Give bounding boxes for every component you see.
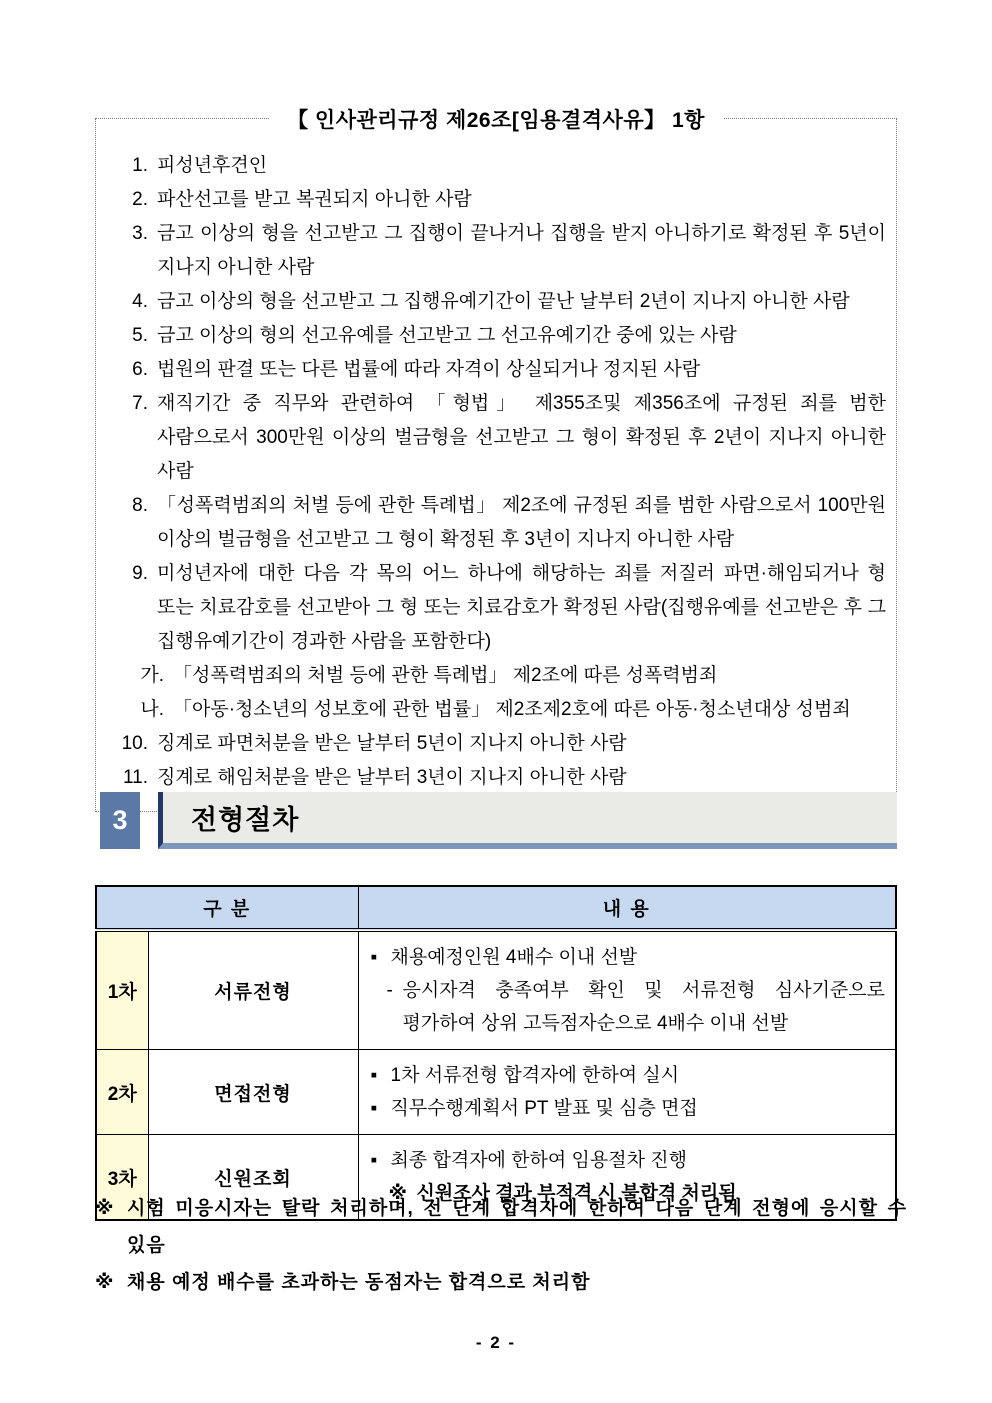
table-row	[96, 930, 896, 1050]
item-number: 4.	[132, 291, 148, 312]
list-item	[108, 319, 886, 353]
item-number: 8.	[132, 495, 148, 516]
header-category: 구 분	[96, 886, 358, 930]
reference-mark-icon: ※	[95, 1272, 114, 1293]
reference-mark-icon: ※	[95, 1198, 114, 1219]
stage-cell: 2차	[96, 1050, 148, 1135]
content-text: 직무수행계획서 PT 발표 및 심층 면접	[390, 1098, 698, 1119]
list-item	[108, 387, 886, 489]
item-text: 「아동·청소년의 성보호에 관한 법률」 제2조제2호에 따른 아동·청소년대상 성범죄	[173, 699, 851, 720]
page-number: - 2 -	[475, 1333, 517, 1352]
item-number: 2.	[132, 189, 148, 210]
content-text: 최종 합격자에 한하여 임용절차 진행	[390, 1150, 687, 1171]
list-item	[108, 489, 886, 557]
footnote-text: 채용 예정 배수를 초과하는 동점자는 합격으로 처리함	[127, 1272, 591, 1293]
item-text: 징계로 해임처분을 받은 날부터 3년이 지나지 아니한 사람	[157, 767, 627, 788]
list-item	[108, 557, 886, 659]
footnote-text: 시험 미응시자는 탈락 처리하며, 전 단계 합격자에 한하여 다음 단계 전형에 응시할 수 있음	[127, 1198, 907, 1256]
content-line	[371, 1092, 886, 1125]
item-text: 「성폭력범죄의 처벌 등에 관한 특례법」 제2조에 따른 성폭력범죄	[173, 665, 718, 686]
section-title: 전형절차	[191, 805, 300, 835]
list-item	[108, 727, 886, 761]
content-text: 신원조사 결과 부적격 시 불합격 처리됨	[416, 1183, 737, 1204]
item-text: 금고 이상의 형의 선고유예를 선고받고 그 선고유예기간 중에 있는 사람	[157, 325, 737, 346]
section-header	[100, 792, 897, 849]
regulation-notice-box	[95, 109, 897, 812]
item-number: 5.	[132, 325, 148, 346]
content-line	[371, 1144, 886, 1177]
item-number: 9.	[132, 563, 148, 584]
square-bullet-icon: ▪	[370, 1098, 378, 1119]
item-number: 1.	[132, 155, 148, 176]
square-bullet-icon: ▪	[370, 947, 378, 968]
list-subitem	[108, 659, 886, 693]
regulation-box-title: 【 인사관리규정 제26조[임용결격사유】 1항	[269, 104, 723, 134]
list-item	[108, 217, 886, 285]
stage-cell: 1차	[96, 930, 148, 1050]
item-number: 나.	[140, 699, 164, 720]
list-item	[108, 285, 886, 319]
section-title-bar	[158, 792, 897, 849]
item-text: 파산선고를 받고 복권되지 아니한 사람	[157, 189, 472, 210]
content-line	[371, 1059, 886, 1092]
item-number: 11.	[122, 767, 148, 788]
item-text: 「성폭력범죄의 처벌 등에 관한 특례법」 제2조에 규정된 죄를 범한 사람으로서 100만원 이상의 벌금형을 선고받고 그 형이 확정된 후 3년이 지나지 아니한 사람	[157, 495, 886, 550]
content-text: 채용예정인원 4배수 이내 선발	[390, 947, 638, 968]
list-item	[108, 353, 886, 387]
header-content: 내 용	[358, 886, 896, 930]
list-item	[108, 183, 886, 217]
stage-cell: 3차	[96, 1135, 148, 1221]
table-row	[96, 1050, 896, 1135]
table-header-row	[96, 886, 896, 930]
content-cell	[358, 930, 896, 1050]
item-text: 징계로 파면처분을 받은 날부터 5년이 지나지 아니한 사람	[157, 733, 627, 754]
content-text: 1차 서류전형 합격자에 한하여 실시	[390, 1065, 680, 1086]
item-text: 피성년후견인	[157, 155, 268, 176]
content-subline	[371, 974, 886, 1040]
square-bullet-icon: ▪	[370, 1065, 378, 1086]
footnote	[95, 1190, 907, 1264]
item-number: 10.	[121, 733, 148, 754]
content-text: 응시자격 충족여부 확인 및 서류전형 심사기준으로 평가하여 상위 고득점자순으로 4배수 이내 선발	[402, 980, 885, 1034]
dash-bullet-icon: -	[386, 980, 393, 1001]
item-text: 금고 이상의 형을 선고받고 그 집행이 끝나거나 집행을 받지 아니하기로 확정된 후 5년이 지나지 아니한 사람	[157, 223, 886, 278]
content-cell	[358, 1050, 896, 1135]
item-text: 재직기간 중 직무와 관련하여 「형법」 제355조및 제356조에 규정된 죄를 범한 사람으로서 300만원 이상의 벌금형을 선고받고 그 형이 확정된 후 2년이 지나지 아니한 사람	[157, 393, 886, 482]
content-line	[371, 941, 886, 974]
section-number-badge: 3	[100, 792, 140, 849]
item-number: 6.	[132, 359, 148, 380]
list-item	[108, 149, 886, 183]
stage-name-cell: 신원조회	[148, 1135, 358, 1221]
list-item	[108, 761, 886, 795]
item-text: 금고 이상의 형을 선고받고 그 집행유예기간이 끝난 날부터 2년이 지나지 아니한 사람	[157, 291, 850, 312]
square-bullet-icon: ▪	[370, 1150, 378, 1171]
footnotes	[95, 1190, 907, 1301]
item-number: 가.	[140, 665, 164, 686]
item-text: 미성년자에 대한 다음 각 목의 어느 하나에 해당하는 죄를 저질러 파면·해임되거나 형 또는 치료감호를 선고받아 그 형 또는 치료감호가 확정된 사람(집행유예를 선고받은 후 그 집행유예기간이 경과한 사람을 포함한다)	[157, 563, 886, 652]
item-number: 7.	[132, 393, 148, 414]
item-text: 법원의 판결 또는 다른 법률에 따라 자격이 상실되거나 정지된 사람	[157, 359, 701, 380]
reference-mark-icon: ※	[388, 1183, 407, 1204]
stage-name-cell: 면접전형	[148, 1050, 358, 1135]
footnote	[95, 1264, 907, 1301]
stage-name-cell: 서류전형	[148, 930, 358, 1050]
selection-process-table	[95, 885, 897, 1221]
list-subitem	[108, 693, 886, 727]
item-number: 3.	[132, 223, 148, 244]
